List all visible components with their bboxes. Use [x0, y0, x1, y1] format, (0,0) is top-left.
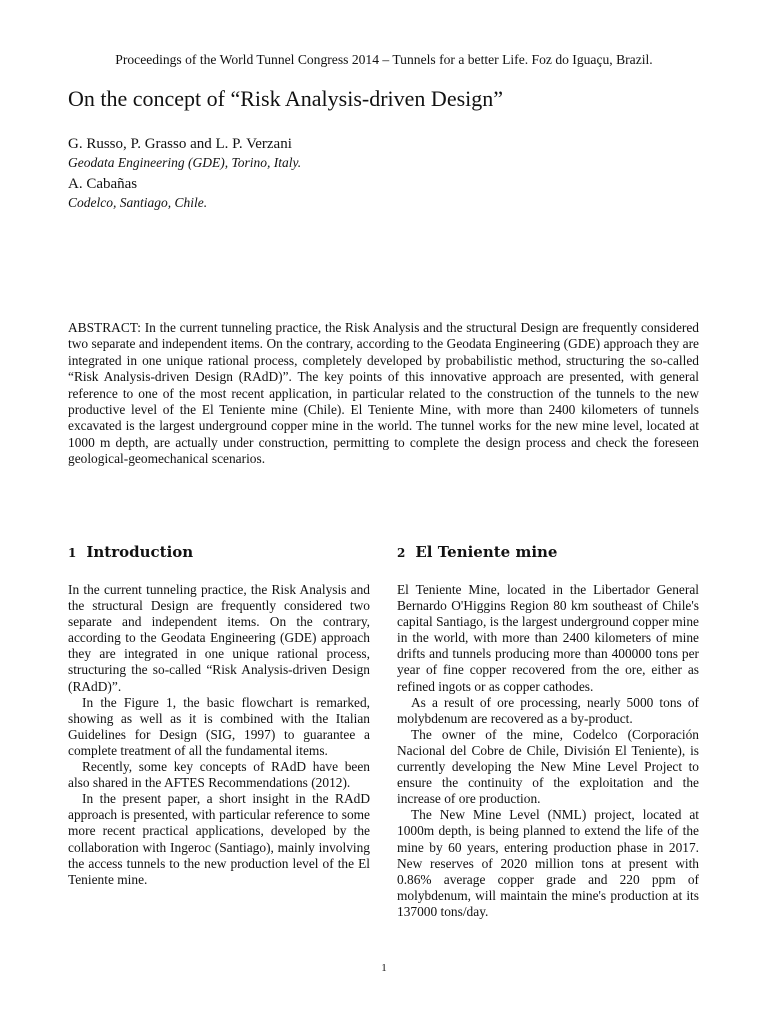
paragraph: As a result of ore processing, nearly 5000 tons of molybdenum are recovered as a by-product.: [397, 694, 699, 726]
running-header: Proceedings of the World Tunnel Congress 2014 – Tunnels for a better Life. Foz do Iguaçu, Brazil.: [115, 52, 653, 67]
paragraph: In the current tunneling practice, the Risk Analysis and the structural Design are frequently considered two separate and independent items. On the contrary, according to the Geodata Engineering (GDE) approach they are integrated in one unique rational process, structuring the so-called “Risk Analysis-driven Design (RAdD)”.: [68, 582, 370, 694]
paragraph: The New Mine Level (NML) project, located at 1000m depth, is being planned to extend the life of the mine by 60 years, entering production phase in 2017. New reserves of 2020 million tons at present with 0.86% average copper grade and 220 ppm of molybdenum, will maintain the mine's production at its 137000 tons/day.: [397, 807, 699, 919]
paper-title: On the concept of “Risk Analysis-driven Design”: [68, 86, 504, 111]
paragraph: In the Figure 1, the basic flowchart is remarked, showing as well as it is combined with the Italian Guidelines for Design (SIG, 1997) to guarantee a complete treatment of all the fundamental items.: [68, 694, 370, 758]
section-number: 2: [397, 546, 406, 560]
authors-line-2: A. Cabañas: [68, 176, 138, 192]
paragraph: Recently, some key concepts of RAdD have been also shared in the AFTES Recommendations (2012).: [68, 759, 370, 791]
section-title: El Teniente mine: [415, 543, 558, 561]
column-left: [68, 540, 370, 888]
section-heading-introduction: [68, 540, 370, 564]
affiliation-line-1: Geodata Engineering (GDE), Torino, Italy.: [68, 155, 302, 170]
section-heading-el-teniente-mine: [397, 540, 699, 564]
paragraph: El Teniente Mine, located in the Libertador General Bernardo O'Higgins Region 80 km southeast of Chile's capital Santiago, is the largest underground copper mine in the world, with more than 2400 kilometers of mine drifts and tunnels producing more than 400000 tons per year of fine copper recovered from the ore, either as refined ingots or as copper cathodes.: [397, 582, 699, 694]
abstract: ABSTRACT: In the current tunneling practice, the Risk Analysis and the structural Design are frequently considered two separate and independent items. On the contrary, according to the Geodata Engineering (GDE) approach they are integrated in one unique rational process, completely developed by probabilistic method, structuring the so-called “Risk Analysis-driven Design (RAdD)”. The key points of this innovative approach are presented, with general reference to one of the most recent application, in particular related to the construction of the tunnels to the new productive level of the El Teniente mine (Chile). El Teniente Mine, with more than 2400 kilometers of tunnels excavated is the largest underground copper mine in the world. The tunnel works for the new mine level, located at 1000 m depth, are actually under construction, permitting to complete the design process and check the foreseen geological-geomechanical scenarios.: [68, 320, 699, 467]
affiliation-line-2: Codelco, Santiago, Chile.: [68, 195, 208, 210]
paragraph: The owner of the mine, Codelco (Corporación Nacional del Cobre de Chile, División El Teniente), is currently developing the New Mine Level Project to ensure the continuity of the exploitation and the increase of ore production.: [397, 726, 699, 807]
authors-line-1: G. Russo, P. Grasso and L. P. Verzani: [68, 136, 292, 152]
section-title: Introduction: [86, 543, 194, 561]
section-number: 1: [68, 546, 77, 560]
paragraph: In the present paper, a short insight in the RAdD approach is presented, with particular reference to some more recent practical applications, developed by the collaboration with Ingeroc (Santiago), mainly involving the access tunnels to the new production level of the El Teniente mine.: [68, 791, 370, 887]
page-number: 1: [381, 962, 387, 974]
column-right: [397, 540, 699, 920]
